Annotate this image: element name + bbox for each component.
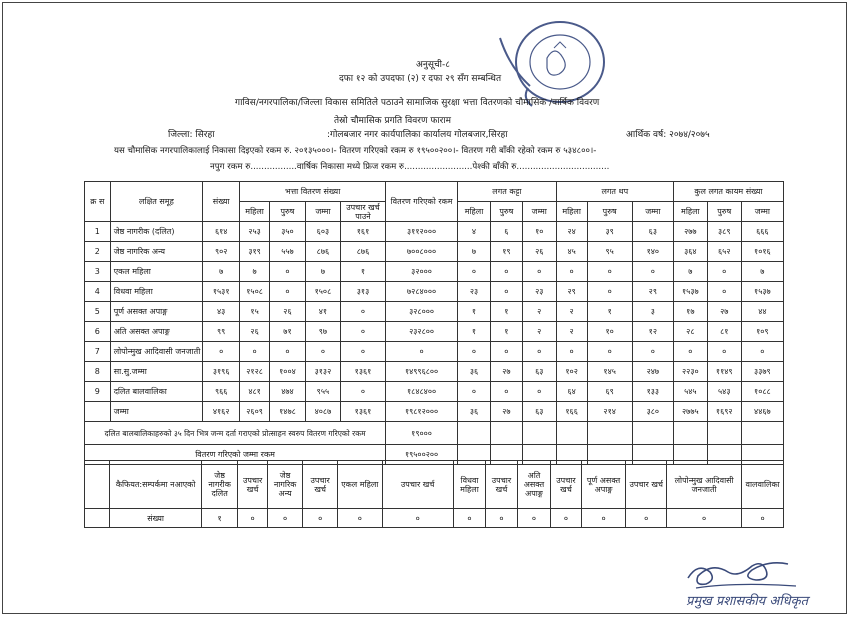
cell-cs: २३ <box>522 282 556 302</box>
table-row <box>85 402 784 422</box>
cell-am: १४५ <box>587 362 632 382</box>
cell-af: २४ <box>556 222 587 242</box>
cell-cm: ० <box>490 342 522 362</box>
cell-count: १५३१ <box>203 282 240 302</box>
cell-f: ० <box>240 342 270 362</box>
cell-m: ० <box>269 262 305 282</box>
cell-med: ८७६ <box>340 242 385 262</box>
cell-tm: ३८९ <box>707 222 741 242</box>
cell-cs: ० <box>522 382 556 402</box>
cell-sn <box>85 402 111 422</box>
cell-count: ४३ <box>203 302 240 322</box>
group-record-add: लगत थप <box>556 182 673 202</box>
cell-am: ९५ <box>587 242 632 262</box>
cell-as: ० <box>632 342 673 362</box>
table-row <box>85 262 784 282</box>
cell-amt: ३२००० <box>386 262 458 282</box>
cell-af: १०२ <box>556 362 587 382</box>
cell-sum: १५०८ <box>305 282 340 302</box>
cell-m: ५५७ <box>269 242 305 262</box>
cell-tm: ११४९ <box>707 362 741 382</box>
hdr-medical: उपचार खर्च <box>303 461 338 509</box>
cell-tm: ० <box>707 342 741 362</box>
cell-am: १ <box>587 302 632 322</box>
rule-reference: दफा १२ को उपदफा (२) र दफा २९ सँग सम्बन्धित <box>339 74 502 84</box>
cell-tm: १६९२ <box>707 402 741 422</box>
cell-cf: १ <box>458 322 491 342</box>
cell-tf: ३६४ <box>673 242 707 262</box>
office-label: :गोलबजार नगर कार्यपालिका कार्यालय गोलबजार,सिरहा <box>327 130 508 140</box>
hdr-single-woman: एकल महिला <box>337 461 382 509</box>
hdr-medical: उपचार खर्च <box>238 461 267 509</box>
cell-am: २१४ <box>587 402 632 422</box>
cell-sn: 6 <box>85 322 111 342</box>
cell-f: २६०९ <box>240 402 270 422</box>
cell-amt: ० <box>386 342 458 362</box>
sub-total: जम्मा <box>632 202 673 222</box>
cell-ts: ३३७९ <box>741 362 783 382</box>
cell-tm: ० <box>707 262 741 282</box>
cell-tf: २७७ <box>673 222 707 242</box>
cell-ts: १०८८ <box>741 382 783 402</box>
annex-label: अनुसूची-८ <box>416 60 450 70</box>
val: ० <box>453 509 486 528</box>
group-allowance-count: भत्ता वितरण संख्या <box>240 182 386 202</box>
sub-male: पुरुष <box>707 202 741 222</box>
signatory-title: प्रमुख प्रशासकीय अधिकृत <box>686 594 809 609</box>
cell-count: ४१६२ <box>203 402 240 422</box>
sub-male: पुरुष <box>587 202 632 222</box>
incentive-label: दलित बालबालिकाहरुको ३५ दिन भित्र जन्म दर्ता गराएको प्रोत्साहन स्वरुप वितरण गरिएको रकम <box>85 422 386 445</box>
cell-m: २६ <box>269 302 305 322</box>
cell-tm: ० <box>707 282 741 302</box>
col-distributed-amount: वितरण गरिएको रकम <box>386 182 458 222</box>
cell-sum: ६०३ <box>305 222 340 242</box>
total-distributed-label: वितरण गरिएको जम्मा रकम <box>85 445 386 465</box>
hdr-medical: उपचार खर्च <box>486 461 517 509</box>
cell-group: जेष्ठ नागरिक अन्य <box>110 242 203 262</box>
cell-sn: 8 <box>85 362 111 382</box>
cell-f: ७ <box>240 262 270 282</box>
total-distributed-value: १९५००२०० <box>386 445 458 465</box>
cell-sn: 3 <box>85 262 111 282</box>
cell-amt: ३२८००० <box>386 302 458 322</box>
fiscal-year: आर्थिक वर्ष: २०७४/२०७५ <box>626 130 710 140</box>
cell-cf: २३ <box>458 282 491 302</box>
cell-ts: ७ <box>741 262 783 282</box>
cell-tf: ५४५ <box>673 382 707 402</box>
cell-count: ३१९६ <box>203 362 240 382</box>
sub-total: जम्मा <box>741 202 783 222</box>
cell-m: ७१ <box>269 322 305 342</box>
cell-af: ६४ <box>556 382 587 402</box>
val: ० <box>382 509 453 528</box>
cell-tf: २८ <box>673 322 707 342</box>
cell-cf: ० <box>458 262 491 282</box>
cell-count: ७ <box>203 262 240 282</box>
cell-med: ३१३ <box>340 282 385 302</box>
allowance-distribution-table <box>84 181 784 465</box>
cell-amt: ७२८४००० <box>386 282 458 302</box>
cell-group: जम्मा <box>110 402 203 422</box>
cell-cf: ३६ <box>458 362 491 382</box>
sub-female: महिला <box>240 202 270 222</box>
sub-female: महिला <box>458 202 491 222</box>
release-summary: यस चौमासिक नगरपालिकालाई निकासा दिइएको रकम रु. २०१३५०००।- वितरण गरिएको रकम रु १९५००२००।- वितरण गरी बाँकी रहेको रकम रु ५३४८००।- <box>114 146 597 156</box>
cell-tf: ७ <box>673 262 707 282</box>
cell-am: १० <box>587 322 632 342</box>
hdr-medical: उपचार खर्च <box>626 461 667 509</box>
cell-f: १५ <box>240 302 270 322</box>
cell-sum: ० <box>305 342 340 362</box>
group-record-cut: लगत कट्टा <box>458 182 557 202</box>
cell-am: ६९ <box>587 382 632 402</box>
cell-as: ३ <box>632 302 673 322</box>
cell-as: १२ <box>632 322 673 342</box>
val: ० <box>486 509 517 528</box>
cell-sn: 5 <box>85 302 111 322</box>
cell-cm: १ <box>490 322 522 342</box>
cell-af: ४५ <box>556 242 587 262</box>
table-row <box>85 222 784 242</box>
form-subtitle: तेस्रो चौमासिक प्रगति विवरण फाराम <box>334 116 452 126</box>
cell-amt: १८४८४०० <box>386 382 458 402</box>
cell-group: अति असक्त अपाङ्ग <box>110 322 203 342</box>
hdr-endangered-indigenous: लोपोन्मुख आदिवासी जनजाती <box>667 461 742 509</box>
cell-f: २६ <box>240 322 270 342</box>
row-label-count: संख्या <box>110 509 201 528</box>
cell-cf: ३६ <box>458 402 491 422</box>
cell-group: विधवा महिला <box>110 282 203 302</box>
cell-group: पूर्ण असक्त अपाङ्ग <box>110 302 203 322</box>
cell-f: २५३ <box>240 222 270 242</box>
cell-f: ४८१ <box>240 382 270 402</box>
form-title: गाविस/नगरपालिका/जिल्ला विकास समितिले पठाउने सामाजिक सुरक्षा भत्ता वितरणको चौमासिक /वार्षिक विवरण <box>235 98 600 108</box>
group-total-record: कुल लगत कायम संख्या <box>673 182 783 202</box>
cell-cm: ० <box>490 382 522 402</box>
cell-amt: ३११२००० <box>386 222 458 242</box>
cell-cf: ४ <box>458 222 491 242</box>
table-row <box>85 302 784 322</box>
table-row <box>85 322 784 342</box>
cell-count: ६१४ <box>203 222 240 242</box>
val: ० <box>742 509 784 528</box>
cell-group: जेष्ठ नागरीक (दलित) <box>110 222 203 242</box>
val: ० <box>303 509 338 528</box>
hdr-widow: विधवा महिला <box>453 461 486 509</box>
cell-tf: १५३७ <box>673 282 707 302</box>
val: ० <box>337 509 382 528</box>
cell-cs: २६ <box>522 242 556 262</box>
cell-count: ९९ <box>203 322 240 342</box>
cell-sum: ४१ <box>305 302 340 322</box>
cell-m: ० <box>269 342 305 362</box>
val: ० <box>551 509 581 528</box>
cell-group: लोपोन्मुख आदिवासी जनजाती <box>110 342 203 362</box>
cell-sum: ९५५ <box>305 382 340 402</box>
cell-ts: ० <box>741 342 783 362</box>
cell-as: ३८० <box>632 402 673 422</box>
cell-as: २९ <box>632 282 673 302</box>
hdr-medical: उपचार खर्च <box>551 461 581 509</box>
cell-ts: १०९ <box>741 322 783 342</box>
cell-af: २ <box>556 302 587 322</box>
cell-group: एकल महिला <box>110 262 203 282</box>
cell-sn: 4 <box>85 282 111 302</box>
cell-sum: ४०८७ <box>305 402 340 422</box>
cell-tf: १७ <box>673 302 707 322</box>
cell-as: ० <box>632 262 673 282</box>
val: १ <box>201 509 238 528</box>
cell-med: ० <box>340 342 385 362</box>
cell-am: ३९ <box>587 222 632 242</box>
cell-m: ३५० <box>269 222 305 242</box>
cell-cm: ० <box>490 282 522 302</box>
cell-m: १४७८ <box>269 402 305 422</box>
cell-cf: ० <box>458 342 491 362</box>
cell-as: ६३ <box>632 222 673 242</box>
cell-af: ० <box>556 342 587 362</box>
val: ० <box>667 509 742 528</box>
cell-ts: ४४६७ <box>741 402 783 422</box>
cell-am: ० <box>587 282 632 302</box>
cell-tm: २७ <box>707 302 741 322</box>
cell-f: २१२८ <box>240 362 270 382</box>
cell-cm: ० <box>490 262 522 282</box>
cell-af: २ <box>556 322 587 342</box>
cell-f: १५०८ <box>240 282 270 302</box>
cell-med: १६१ <box>340 222 385 242</box>
cell-tm: ८१ <box>707 322 741 342</box>
cell-as: १३३ <box>632 382 673 402</box>
remarks-heading: कैफियत:सम्पर्कमा नआएको <box>110 461 201 509</box>
cell-sn: 2 <box>85 242 111 262</box>
col-count: संख्या <box>203 182 240 222</box>
cell-sum: ३१३२ <box>305 362 340 382</box>
sub-male: पुरुष <box>269 202 305 222</box>
table-row <box>85 282 784 302</box>
sub-medical: उपचार खर्च पाउने <box>340 202 385 222</box>
hdr-senior-other: जेष्ठ नागरिक अन्य <box>267 461 303 509</box>
val: ० <box>267 509 303 528</box>
sub-female: महिला <box>673 202 707 222</box>
table-row <box>85 342 784 362</box>
district-label: जिल्ला: सिरहा <box>168 130 215 140</box>
cell-f: ३१९ <box>240 242 270 262</box>
cell-cf: ७ <box>458 242 491 262</box>
col-target-group: लक्षित समूह <box>110 182 203 222</box>
cell-group: सा.सु.जम्मा <box>110 362 203 382</box>
cell-med: १ <box>340 262 385 282</box>
cell-tm: ५४३ <box>707 382 741 402</box>
cell-m: ० <box>269 282 305 302</box>
cell-sum: ९७ <box>305 322 340 342</box>
cell-sum: ७ <box>305 262 340 282</box>
cell-af: १६६ <box>556 402 587 422</box>
cell-cm: ६ <box>490 222 522 242</box>
cell-group: दलित बालवालिका <box>110 382 203 402</box>
sub-total: जम्मा <box>305 202 340 222</box>
cell-amt: १४९९६८०० <box>386 362 458 382</box>
cell-sn: 1 <box>85 222 111 242</box>
sub-female: महिला <box>556 202 587 222</box>
cell-sn: 9 <box>85 382 111 402</box>
cell-cs: २ <box>522 302 556 322</box>
col-serial-number: क्र स <box>85 182 111 222</box>
cell-count: ० <box>203 342 240 362</box>
val: ० <box>626 509 667 528</box>
table-row <box>85 242 784 262</box>
cell-amt: ७००८००० <box>386 242 458 262</box>
table-row <box>85 382 784 402</box>
hdr-fully-disabled: पूर्ण असक्त अपाङ्ग <box>581 461 626 509</box>
cell-am: ० <box>587 342 632 362</box>
cell-med: ० <box>340 382 385 402</box>
cell-cm: १ <box>490 302 522 322</box>
hdr-severely-disabled: अति असक्त अपाङ्ग <box>517 461 551 509</box>
hdr-children: वालवालिका <box>742 461 784 509</box>
cell-cf: १ <box>458 302 491 322</box>
cell-tf: २७७५ <box>673 402 707 422</box>
sub-male: पुरुष <box>490 202 522 222</box>
cell-count: ९६६ <box>203 382 240 402</box>
cell-ts: ६६६ <box>741 222 783 242</box>
cell-af: ० <box>556 262 587 282</box>
cell-cs: ६३ <box>522 402 556 422</box>
cell-tf: ० <box>673 342 707 362</box>
cell-cs: ० <box>522 342 556 362</box>
cell-ts: १०१६ <box>741 242 783 262</box>
cell-sum: ८७६ <box>305 242 340 262</box>
cell-sn: 7 <box>85 342 111 362</box>
cell-amt: १९८१२००० <box>386 402 458 422</box>
cell-med: ० <box>340 302 385 322</box>
cell-cs: १० <box>522 222 556 242</box>
cell-count: ९०२ <box>203 242 240 262</box>
incentive-value: १९००० <box>386 422 458 445</box>
cell-cm: २७ <box>490 402 522 422</box>
sub-total: जम्मा <box>522 202 556 222</box>
cell-tm: ६५२ <box>707 242 741 262</box>
cell-as: २४७ <box>632 362 673 382</box>
cell-cs: २ <box>522 322 556 342</box>
cell-med: ० <box>340 322 385 342</box>
cell-ts: १५३७ <box>741 282 783 302</box>
val: ० <box>238 509 267 528</box>
cell-am: ० <box>587 262 632 282</box>
unreached-remarks-table <box>84 460 784 528</box>
cell-as: १४० <box>632 242 673 262</box>
cell-cm: २७ <box>490 362 522 382</box>
cell-ts: ४४ <box>741 302 783 322</box>
cell-amt: २३२८०० <box>386 322 458 342</box>
cell-cf: ० <box>458 382 491 402</box>
cell-m: ४७४ <box>269 382 305 402</box>
cell-tf: २२३० <box>673 362 707 382</box>
cell-cs: ६३ <box>522 362 556 382</box>
cell-cs: ० <box>522 262 556 282</box>
table-row <box>85 362 784 382</box>
hdr-medical: उपचार खर्च <box>382 461 453 509</box>
cell-af: २९ <box>556 282 587 302</box>
shortfall-summary: नपुग रकम रु.................वार्षिक निकासा मध्ये फ्रिज रकम रु.........................पेश्की बाँकी रु.................................. <box>210 162 610 172</box>
val: ० <box>517 509 551 528</box>
hdr-senior-dalit: जेष्ठ नागरीक दलित <box>201 461 238 509</box>
cell-cm: १९ <box>490 242 522 262</box>
cell-med: १३६१ <box>340 402 385 422</box>
cell-med: १३६१ <box>340 362 385 382</box>
val: ० <box>581 509 626 528</box>
cell-m: १००४ <box>269 362 305 382</box>
